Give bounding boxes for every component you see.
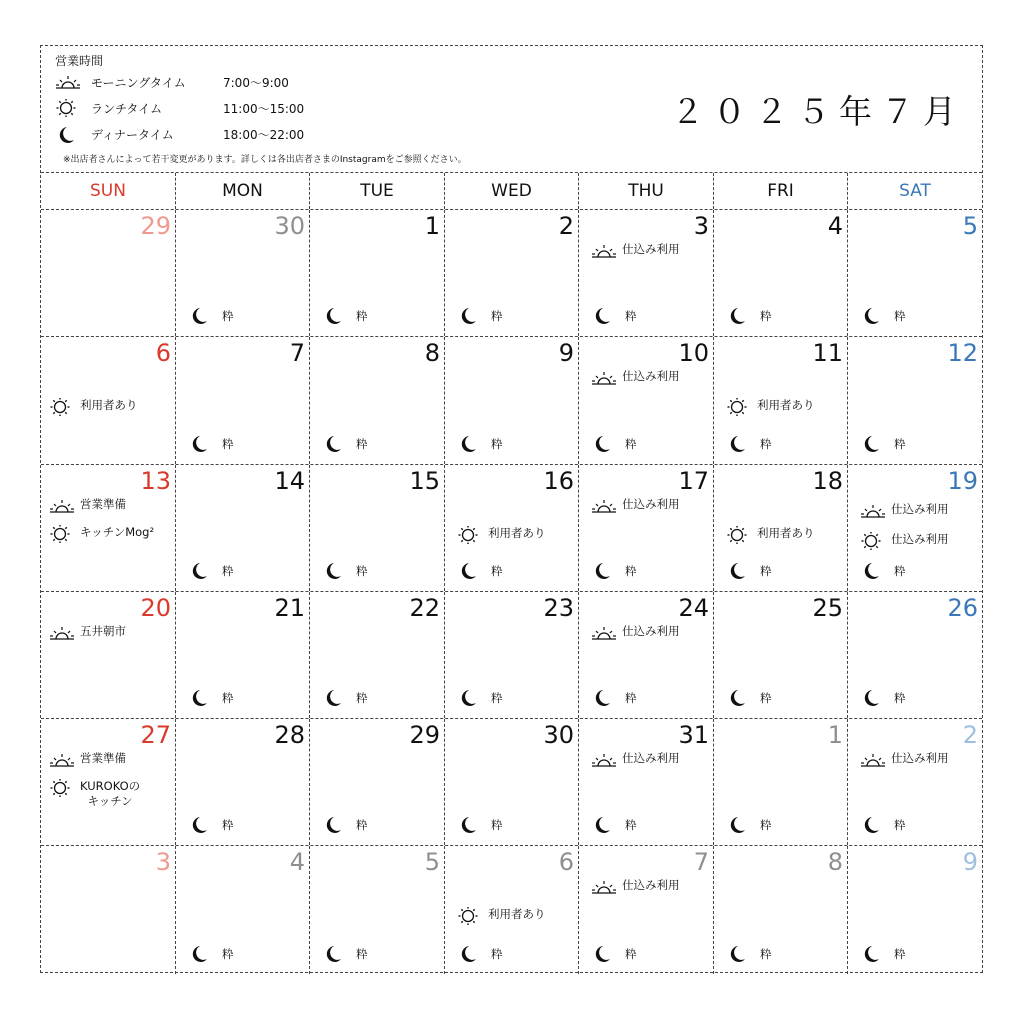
- event-text: 利用者あり: [488, 525, 546, 540]
- sunrise-icon: [591, 878, 613, 894]
- sun-icon: [860, 532, 882, 548]
- sunrise-icon: [860, 502, 882, 518]
- dinner-slot: [860, 306, 906, 326]
- dinner-slot: [457, 561, 503, 581]
- dinner-label: 粋: [491, 309, 503, 324]
- hours-label: モーニングタイム: [91, 75, 186, 90]
- sun-icon: [49, 525, 71, 541]
- moon-icon: [591, 944, 611, 964]
- dinner-slot: [188, 944, 234, 964]
- day-number: 16: [543, 466, 574, 495]
- sunrise-icon: [591, 751, 613, 767]
- day-cell[interactable]: [176, 337, 310, 463]
- moon-icon: [188, 944, 208, 964]
- moon-icon: [188, 688, 208, 708]
- day-number: 10: [678, 339, 709, 368]
- event-text: キッチンMog²: [80, 524, 155, 539]
- moon-icon: [726, 306, 746, 326]
- moon-icon: [726, 815, 746, 835]
- event-item: [49, 497, 126, 513]
- day-cell[interactable]: [445, 719, 579, 845]
- event-item: [726, 526, 815, 542]
- day-number: 31: [678, 721, 709, 750]
- day-cell[interactable]: [848, 846, 982, 973]
- day-cell[interactable]: [310, 210, 445, 336]
- dinner-label: 粋: [356, 691, 368, 706]
- moon-icon: [860, 434, 880, 454]
- event-text: 仕込み利用: [622, 623, 680, 638]
- event-text: 利用者あり: [757, 398, 815, 413]
- moon-icon: [322, 815, 342, 835]
- day-number: 3: [155, 848, 171, 877]
- dinner-label: 粋: [356, 946, 368, 961]
- calendar-grid: [41, 210, 982, 974]
- dinner-label: 粋: [894, 436, 906, 451]
- day-cell[interactable]: [579, 465, 714, 591]
- dinner-slot: [188, 561, 234, 581]
- day-cell[interactable]: [714, 719, 848, 845]
- day-number: 1: [827, 721, 843, 750]
- day-number: 22: [409, 593, 440, 622]
- event-item: [591, 369, 680, 385]
- dinner-label: 粋: [625, 946, 637, 961]
- event-text: 仕込み利用: [622, 496, 680, 511]
- event-text: 仕込み利用: [891, 501, 949, 516]
- moon-icon: [591, 815, 611, 835]
- hours-title: 営業時間: [55, 54, 104, 68]
- dinner-slot: [322, 434, 368, 454]
- day-number: 17: [678, 466, 709, 495]
- event-item: [860, 751, 949, 767]
- dinner-slot: [860, 815, 906, 835]
- moon-icon: [860, 944, 880, 964]
- sun-icon: [457, 907, 479, 923]
- sunrise-icon: [591, 497, 613, 513]
- day-cell[interactable]: [41, 210, 176, 336]
- dinner-slot: [188, 434, 234, 454]
- day-cell[interactable]: [714, 465, 848, 591]
- event-text: 利用者あり: [80, 398, 138, 413]
- day-number: 9: [558, 339, 574, 368]
- dinner-slot: [188, 306, 234, 326]
- hours-label: ディナータイム: [91, 127, 174, 142]
- day-number: 5: [962, 212, 978, 240]
- dinner-label: 粋: [222, 436, 234, 451]
- dinner-label: 粋: [222, 946, 234, 961]
- moon-icon: [457, 944, 477, 964]
- moon-icon: [457, 688, 477, 708]
- moon-icon: [591, 434, 611, 454]
- day-cell[interactable]: [445, 592, 579, 718]
- day-number: 20: [140, 593, 171, 622]
- week-row: [41, 337, 982, 464]
- sunrise-icon: [591, 242, 613, 258]
- moon-icon: [860, 561, 880, 581]
- weekday-tue: TUE: [310, 173, 445, 209]
- dinner-slot: [860, 688, 906, 708]
- day-cell[interactable]: [579, 719, 714, 845]
- event-text: 仕込み利用: [622, 369, 680, 384]
- dinner-label: 粋: [222, 691, 234, 706]
- day-cell[interactable]: [848, 719, 982, 845]
- dinner-slot: [322, 688, 368, 708]
- day-cell[interactable]: [310, 719, 445, 845]
- hours-row: [55, 72, 289, 92]
- sunrise-icon: [55, 73, 81, 91]
- day-number: 3: [693, 212, 709, 240]
- day-cell[interactable]: [176, 210, 310, 336]
- day-number: 2: [962, 721, 978, 750]
- moon-icon: [322, 306, 342, 326]
- day-cell[interactable]: [41, 592, 176, 718]
- event-item: [49, 398, 138, 414]
- dinner-slot: [860, 944, 906, 964]
- dinner-label: 粋: [894, 691, 906, 706]
- day-cell[interactable]: [579, 337, 714, 463]
- sun-icon: [55, 99, 81, 117]
- day-number: 6: [155, 339, 171, 368]
- moon-icon: [457, 434, 477, 454]
- dinner-label: 粋: [760, 436, 772, 451]
- hours-label: ランチタイム: [91, 101, 163, 116]
- moon-icon: [55, 125, 81, 143]
- moon-icon: [188, 306, 208, 326]
- dinner-label: 粋: [894, 946, 906, 961]
- week-row: [41, 210, 982, 337]
- moon-icon: [322, 434, 342, 454]
- weekday-fri: FRI: [714, 173, 848, 209]
- sun-icon: [457, 526, 479, 542]
- event-text: 仕込み利用: [891, 531, 949, 546]
- moon-icon: [591, 306, 611, 326]
- event-text: 利用者あり: [488, 907, 546, 922]
- day-number: 29: [409, 721, 440, 750]
- day-cell[interactable]: [579, 592, 714, 718]
- dinner-slot: [726, 561, 772, 581]
- hours-row: [55, 124, 304, 144]
- dinner-label: 粋: [222, 309, 234, 324]
- dinner-slot: [322, 944, 368, 964]
- day-number: 21: [274, 593, 305, 622]
- dinner-label: 粋: [760, 818, 772, 833]
- dinner-label: 粋: [894, 563, 906, 578]
- dinner-slot: [726, 815, 772, 835]
- dinner-label: 粋: [760, 691, 772, 706]
- event-item: [591, 242, 680, 258]
- sunrise-icon: [49, 751, 71, 767]
- week-row: [41, 465, 982, 592]
- day-cell[interactable]: [848, 592, 982, 718]
- sunrise-icon: [591, 369, 613, 385]
- event-text: 営業準備: [80, 751, 126, 766]
- weekday-wed: WED: [445, 173, 579, 209]
- day-cell[interactable]: [579, 846, 714, 973]
- dinner-label: 粋: [625, 309, 637, 324]
- moon-icon: [188, 561, 208, 581]
- day-cell[interactable]: [310, 846, 445, 973]
- moon-icon: [860, 815, 880, 835]
- dinner-label: 粋: [894, 309, 906, 324]
- event-item: [591, 878, 680, 894]
- hours-time: 11:00〜15:00: [223, 101, 305, 116]
- dinner-slot: [591, 688, 637, 708]
- event-text: 仕込み利用: [622, 878, 680, 893]
- dinner-slot: [457, 944, 503, 964]
- moon-icon: [860, 688, 880, 708]
- day-number: 14: [274, 466, 305, 495]
- event-item: [591, 497, 680, 513]
- day-cell[interactable]: [445, 210, 579, 336]
- day-cell[interactable]: [176, 719, 310, 845]
- event-item: [860, 502, 949, 518]
- event-item: [591, 751, 680, 767]
- moon-icon: [860, 306, 880, 326]
- moon-icon: [726, 688, 746, 708]
- dinner-label: 粋: [491, 946, 503, 961]
- day-number: 30: [274, 212, 305, 240]
- moon-icon: [188, 434, 208, 454]
- event-text: 営業準備: [80, 496, 126, 511]
- day-cell[interactable]: [714, 337, 848, 463]
- day-number: 28: [274, 721, 305, 750]
- event-item: [49, 779, 140, 809]
- hours-time: 18:00〜22:00: [223, 127, 305, 142]
- calendar-header: [41, 46, 982, 173]
- day-number: 2: [558, 212, 574, 240]
- day-cell[interactable]: [445, 846, 579, 973]
- day-number: 12: [947, 339, 978, 368]
- day-number: 7: [289, 339, 305, 368]
- dinner-label: 粋: [625, 436, 637, 451]
- day-number: 26: [947, 593, 978, 622]
- dinner-slot: [591, 944, 637, 964]
- hours-note: ※出店者さんによって若干変更があります。詳しくは各出店者さまのInstagramをご参照ください。: [63, 155, 467, 165]
- day-number: 4: [289, 848, 305, 877]
- event-item: [49, 624, 126, 640]
- day-cell[interactable]: [579, 210, 714, 336]
- dinner-slot: [726, 434, 772, 454]
- day-number: 7: [693, 848, 709, 877]
- dinner-slot: [860, 561, 906, 581]
- dinner-label: 粋: [625, 818, 637, 833]
- day-number: 25: [812, 593, 843, 622]
- dinner-label: 粋: [356, 309, 368, 324]
- dinner-label: 粋: [760, 309, 772, 324]
- dinner-label: 粋: [760, 563, 772, 578]
- sun-icon: [49, 398, 71, 414]
- weekday-mon: MON: [176, 173, 310, 209]
- day-number: 15: [409, 466, 440, 495]
- day-number: 18: [812, 466, 843, 495]
- event-item: [49, 751, 126, 767]
- dinner-slot: [591, 815, 637, 835]
- dinner-label: 粋: [356, 436, 368, 451]
- day-cell[interactable]: [41, 846, 176, 973]
- day-number: 9: [962, 848, 978, 877]
- dinner-slot: [457, 688, 503, 708]
- dinner-slot: [188, 815, 234, 835]
- dinner-slot: [322, 306, 368, 326]
- hours-row: [55, 98, 304, 118]
- day-number: 4: [827, 212, 843, 240]
- day-cell[interactable]: [41, 719, 176, 845]
- moon-icon: [322, 688, 342, 708]
- month-title: ２０２５年７月: [671, 92, 965, 131]
- day-number: 1: [424, 212, 440, 240]
- day-number: 30: [543, 721, 574, 750]
- moon-icon: [726, 561, 746, 581]
- week-row: [41, 719, 982, 846]
- dinner-label: 粋: [222, 818, 234, 833]
- dinner-slot: [726, 944, 772, 964]
- dinner-slot: [726, 306, 772, 326]
- dinner-slot: [457, 815, 503, 835]
- day-number: 19: [947, 466, 978, 495]
- day-cell[interactable]: [176, 465, 310, 591]
- dinner-label: 粋: [356, 818, 368, 833]
- day-cell[interactable]: [848, 210, 982, 336]
- dinner-slot: [322, 815, 368, 835]
- dinner-slot: [457, 306, 503, 326]
- day-cell[interactable]: [848, 465, 982, 591]
- dinner-label: 粋: [491, 563, 503, 578]
- moon-icon: [457, 815, 477, 835]
- week-row: [41, 846, 982, 973]
- day-cell[interactable]: [310, 337, 445, 463]
- dinner-slot: [457, 434, 503, 454]
- weekday-thu: THU: [579, 173, 714, 209]
- event-item: [457, 526, 546, 542]
- day-number: 8: [424, 339, 440, 368]
- weekday-header: [41, 173, 982, 210]
- event-text: 仕込み利用: [622, 751, 680, 766]
- event-text: 仕込み利用: [622, 242, 680, 256]
- sun-icon: [726, 398, 748, 414]
- event-item: [49, 525, 154, 541]
- moon-icon: [322, 944, 342, 964]
- moon-icon: [322, 561, 342, 581]
- moon-icon: [726, 944, 746, 964]
- day-cell[interactable]: [714, 846, 848, 973]
- moon-icon: [457, 306, 477, 326]
- day-number: 5: [424, 848, 440, 877]
- week-row: [41, 592, 982, 719]
- sunrise-icon: [49, 497, 71, 513]
- day-cell[interactable]: [310, 592, 445, 718]
- day-number: 8: [827, 848, 843, 877]
- event-item: [591, 624, 680, 640]
- dinner-label: 粋: [491, 436, 503, 451]
- moon-icon: [591, 688, 611, 708]
- day-cell[interactable]: [445, 337, 579, 463]
- dinner-label: 粋: [222, 563, 234, 578]
- day-cell[interactable]: [714, 592, 848, 718]
- day-number: 24: [678, 593, 709, 622]
- sunrise-icon: [860, 751, 882, 767]
- dinner-label: 粋: [356, 563, 368, 578]
- sunrise-icon: [49, 624, 71, 640]
- dinner-slot: [591, 306, 637, 326]
- sunrise-icon: [591, 624, 613, 640]
- moon-icon: [726, 434, 746, 454]
- weekday-sat: SAT: [899, 181, 931, 201]
- dinner-label: 粋: [491, 691, 503, 706]
- day-cell[interactable]: [176, 846, 310, 973]
- dinner-label: 粋: [491, 818, 503, 833]
- day-number: 6: [558, 848, 574, 877]
- event-item: [860, 532, 949, 548]
- day-number: 27: [140, 721, 171, 750]
- moon-icon: [457, 561, 477, 581]
- dinner-slot: [188, 688, 234, 708]
- day-cell[interactable]: [310, 465, 445, 591]
- day-number: 23: [543, 593, 574, 622]
- event-text: 利用者あり: [757, 525, 815, 540]
- dinner-slot: [860, 434, 906, 454]
- day-cell[interactable]: [41, 465, 176, 591]
- moon-icon: [591, 561, 611, 581]
- moon-icon: [188, 815, 208, 835]
- event-text: KUROKOの キッチン: [80, 779, 141, 809]
- day-number: 29: [140, 212, 171, 240]
- day-cell[interactable]: [445, 465, 579, 591]
- hours-time: 7:00〜9:00: [223, 75, 289, 90]
- dinner-label: 粋: [760, 946, 772, 961]
- calendar-frame: [40, 45, 983, 973]
- day-cell[interactable]: [848, 337, 982, 463]
- dinner-label: 粋: [625, 691, 637, 706]
- dinner-slot: [591, 561, 637, 581]
- weekday-sun: SUN: [41, 173, 176, 209]
- day-cell[interactable]: [176, 592, 310, 718]
- dinner-label: 粋: [894, 818, 906, 833]
- dinner-slot: [322, 561, 368, 581]
- day-cell[interactable]: [714, 210, 848, 336]
- day-cell[interactable]: [41, 337, 176, 463]
- sun-icon: [726, 526, 748, 542]
- dinner-label: 粋: [625, 563, 637, 578]
- event-text: 五井朝市: [80, 623, 126, 638]
- event-item: [457, 907, 546, 923]
- event-text: 仕込み利用: [891, 751, 949, 766]
- day-number: 13: [140, 466, 171, 495]
- dinner-slot: [726, 688, 772, 708]
- event-item: [726, 398, 815, 414]
- day-number: 11: [812, 339, 843, 368]
- dinner-slot: [591, 434, 637, 454]
- sun-icon: [49, 779, 71, 795]
